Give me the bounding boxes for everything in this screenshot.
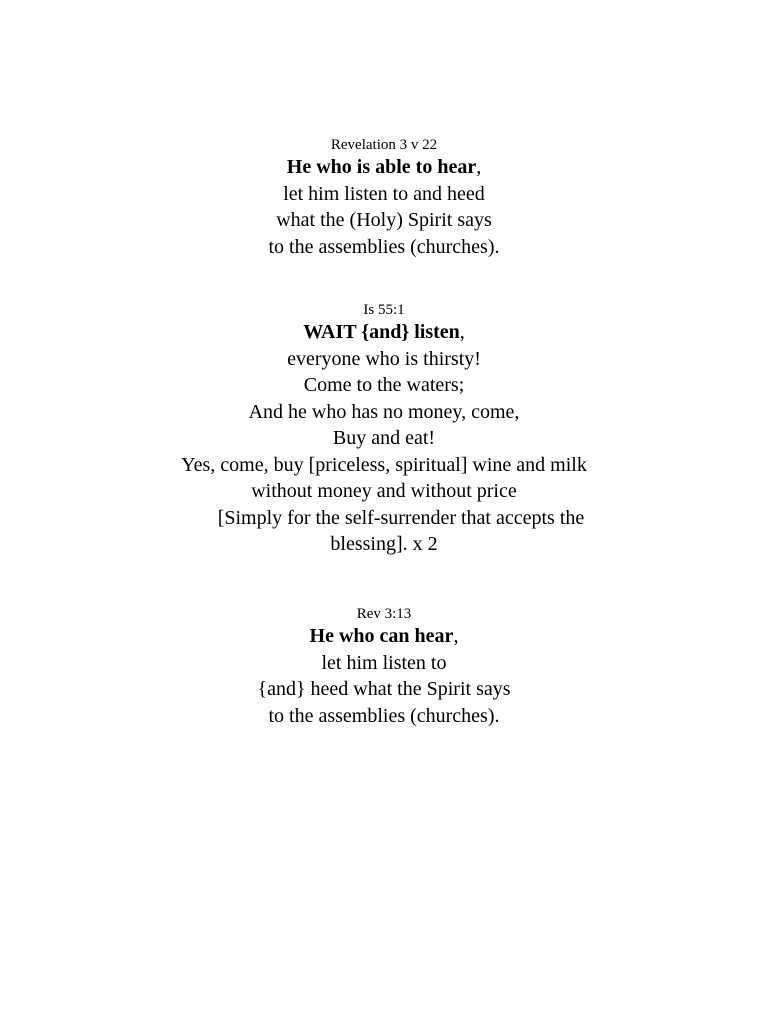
verse-block-revelation-3-22 [0, 136, 768, 260]
verse-headline-bold: He who is able to hear [286, 156, 477, 178]
verse-headline [0, 154, 768, 181]
verse-line: let him listen to [321, 651, 447, 674]
verse-headline [0, 319, 768, 346]
verse-line: to the assemblies (churches). [268, 235, 500, 258]
verse-line: And he who has no money, come, [248, 400, 520, 423]
verse-reference: Revelation 3 v 22 [330, 137, 438, 153]
verse-headline-punctuation: , [453, 625, 459, 647]
verse-line: to the assemblies (churches). [268, 704, 500, 727]
verse-line: Yes, come, buy [priceless, spiritual] wine and milk [181, 453, 587, 476]
verse-line: what the (Holy) Spirit says [276, 209, 492, 231]
verse-line: {and} heed what the Spirit says [257, 678, 511, 700]
verse-headline-bold: WAIT {and} listen [303, 321, 460, 343]
verse-line: let him listen to and heed [283, 182, 485, 205]
verse-block-isaiah-55-1 [0, 301, 768, 558]
verse-headline-punctuation: , [459, 321, 465, 343]
verse-headline [0, 623, 768, 650]
verse-reference: Rev 3:13 [356, 606, 412, 622]
verse-line: without money and without price [251, 480, 517, 502]
verse-line: Come to the waters; [303, 374, 465, 396]
verse-headline-punctuation: , [476, 156, 482, 178]
verse-line: [Simply for the self-surrender that accepts the [217, 506, 585, 529]
verse-line: Buy and eat! [332, 427, 436, 449]
verse-line: blessing]. x 2 [330, 533, 438, 555]
verse-reference: Is 55:1 [363, 302, 405, 318]
verse-line: everyone who is thirsty! [287, 347, 481, 370]
verse-block-revelation-3-13 [0, 605, 768, 729]
verse-headline-bold: He who can hear [309, 625, 454, 647]
